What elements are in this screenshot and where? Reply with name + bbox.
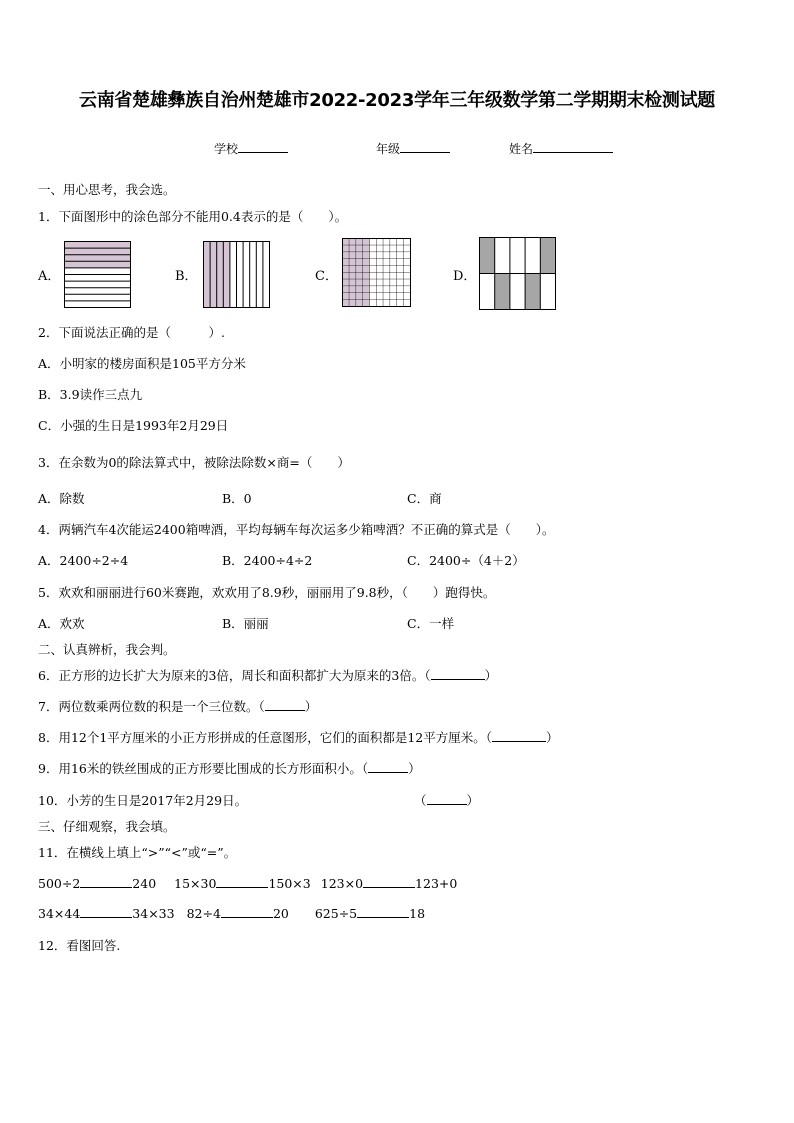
q11-blank[interactable] bbox=[221, 905, 273, 918]
q11-expr: 240 bbox=[132, 876, 157, 891]
q1-option-d-label: D． bbox=[453, 269, 477, 284]
q8-answer-blank[interactable] bbox=[492, 729, 546, 742]
q7-text: 7．两位数乘两位数的积是一个三位数。（ bbox=[38, 699, 265, 714]
q1-figure-b bbox=[203, 241, 271, 309]
q11-blank[interactable] bbox=[363, 875, 415, 888]
school-label: 学校 bbox=[214, 142, 239, 156]
name-blank[interactable] bbox=[533, 140, 613, 153]
q8-close: ） bbox=[545, 730, 559, 745]
q11-text: 11．在横线上填上“>”“<”或“=”。 bbox=[38, 845, 237, 860]
q7-close: ） bbox=[304, 699, 318, 714]
q11-expr: 150×3 bbox=[268, 876, 311, 891]
q11-expr: 123×0 bbox=[320, 876, 364, 891]
q7 bbox=[38, 697, 317, 715]
q10-open: （ bbox=[414, 793, 427, 808]
q11-blank[interactable] bbox=[80, 875, 132, 888]
q6-text: 6．正方形的边长扩大为原来的3倍，周长和面积都扩大为原来的3倍。（ bbox=[38, 668, 431, 683]
q10-answer-blank[interactable] bbox=[427, 792, 467, 805]
q2-text: 2．下面说法正确的是（ ）. bbox=[38, 325, 225, 340]
q11-blank[interactable] bbox=[216, 875, 268, 888]
name-label: 姓名 bbox=[509, 142, 534, 156]
q4-option-b: B．2400÷4÷2 bbox=[222, 553, 313, 568]
q6-close: ） bbox=[484, 668, 498, 683]
q10-answer bbox=[414, 791, 479, 809]
q4-option-a: A．2400÷2÷4 bbox=[38, 553, 129, 568]
q12-text: 12．看图回答. bbox=[38, 938, 121, 953]
grade-blank[interactable] bbox=[400, 140, 450, 153]
q1-option-a-label: A． bbox=[38, 269, 61, 284]
q11-expr: 500÷2 bbox=[38, 876, 81, 891]
q1-text: 1．下面图形中的涂色部分不能用0.4表示的是（ ）。 bbox=[38, 209, 348, 224]
q9-close: ） bbox=[408, 761, 421, 776]
q3-option-b: B．0 bbox=[222, 491, 252, 506]
q1-figure-a bbox=[64, 241, 132, 309]
q4-text: 4．两辆汽车4次能运2400箱啤酒，平均每辆车每次运多少箱啤酒？不正确的算式是（ ）。 bbox=[38, 522, 555, 537]
q1-option-c-label: C． bbox=[315, 269, 338, 284]
section2-heading: 二、认真辨析，我会判。 bbox=[38, 642, 176, 657]
q6-answer-blank[interactable] bbox=[431, 667, 485, 680]
q11-blank[interactable] bbox=[357, 905, 409, 918]
q11-expr: 15×30 bbox=[174, 876, 217, 891]
q3-option-a: A．除数 bbox=[38, 491, 85, 506]
school-field bbox=[214, 140, 288, 157]
q11-row2 bbox=[38, 905, 425, 921]
q8 bbox=[38, 728, 559, 746]
q1-figure-d bbox=[479, 237, 557, 311]
q8-text: 8．用12个1平方厘米的小正方形拼成的任意图形，它们的面积都是12平方厘米。（ bbox=[38, 730, 492, 745]
page-title: 云南省楚雄彝族自治州楚雄市2022-2023学年三年级数学第二学期期末检测试题 bbox=[79, 90, 715, 111]
q10-text: 10．小芳的生日是2017年2月29日。 bbox=[38, 793, 248, 808]
q11-expr: 123+0 bbox=[415, 876, 458, 891]
q6 bbox=[38, 666, 497, 684]
q7-answer-blank[interactable] bbox=[265, 698, 305, 711]
q4-option-c: C．2400÷（4＋2） bbox=[407, 553, 525, 568]
q11-expr: 625÷5 bbox=[314, 906, 358, 921]
q1-option-b-label: B． bbox=[175, 269, 198, 284]
q10-close: ） bbox=[466, 793, 480, 808]
section1-heading: 一、用心思考，我会选。 bbox=[38, 182, 176, 197]
q2-option-c: C．小强的生日是1993年2月29日 bbox=[38, 418, 229, 433]
grade-label: 年级 bbox=[376, 142, 401, 156]
school-blank[interactable] bbox=[238, 140, 288, 153]
q2-option-b: B．3.9读作三点九 bbox=[38, 387, 143, 402]
q5-option-a: A．欢欢 bbox=[38, 616, 85, 631]
q11-expr: 34×33 bbox=[132, 906, 175, 921]
q1-figure-c bbox=[342, 238, 412, 308]
q9-text: 9．用16米的铁丝围成的正方形要比围成的长方形面积小。（ bbox=[38, 761, 369, 776]
grade-field bbox=[376, 140, 450, 157]
q5-text: 5．欢欢和丽丽进行60米赛跑，欢欢用了8.9秒，丽丽用了9.8秒，（ ）跑得快。 bbox=[38, 585, 496, 600]
q3-option-c: C．商 bbox=[407, 491, 442, 506]
q9-answer-blank[interactable] bbox=[368, 760, 408, 773]
q11-expr: 20 bbox=[272, 906, 289, 921]
q11-blank[interactable] bbox=[80, 905, 132, 918]
q5-option-c: C．一样 bbox=[407, 616, 455, 631]
q5-option-b: B．丽丽 bbox=[222, 616, 269, 631]
section3-heading: 三、仔细观察，我会填。 bbox=[38, 819, 176, 834]
q2-option-a: A．小明家的楼房面积是105平方分米 bbox=[38, 356, 246, 371]
q11-expr: 82÷4 bbox=[186, 906, 221, 921]
q9 bbox=[38, 759, 421, 777]
q3-text: 3．在余数为0的除法算式中，被除法除数×商=（ ） bbox=[38, 455, 350, 470]
q11-row1 bbox=[38, 875, 457, 891]
q11-expr: 18 bbox=[409, 906, 426, 921]
q11-expr: 34×44 bbox=[38, 906, 81, 921]
name-field bbox=[509, 140, 613, 157]
